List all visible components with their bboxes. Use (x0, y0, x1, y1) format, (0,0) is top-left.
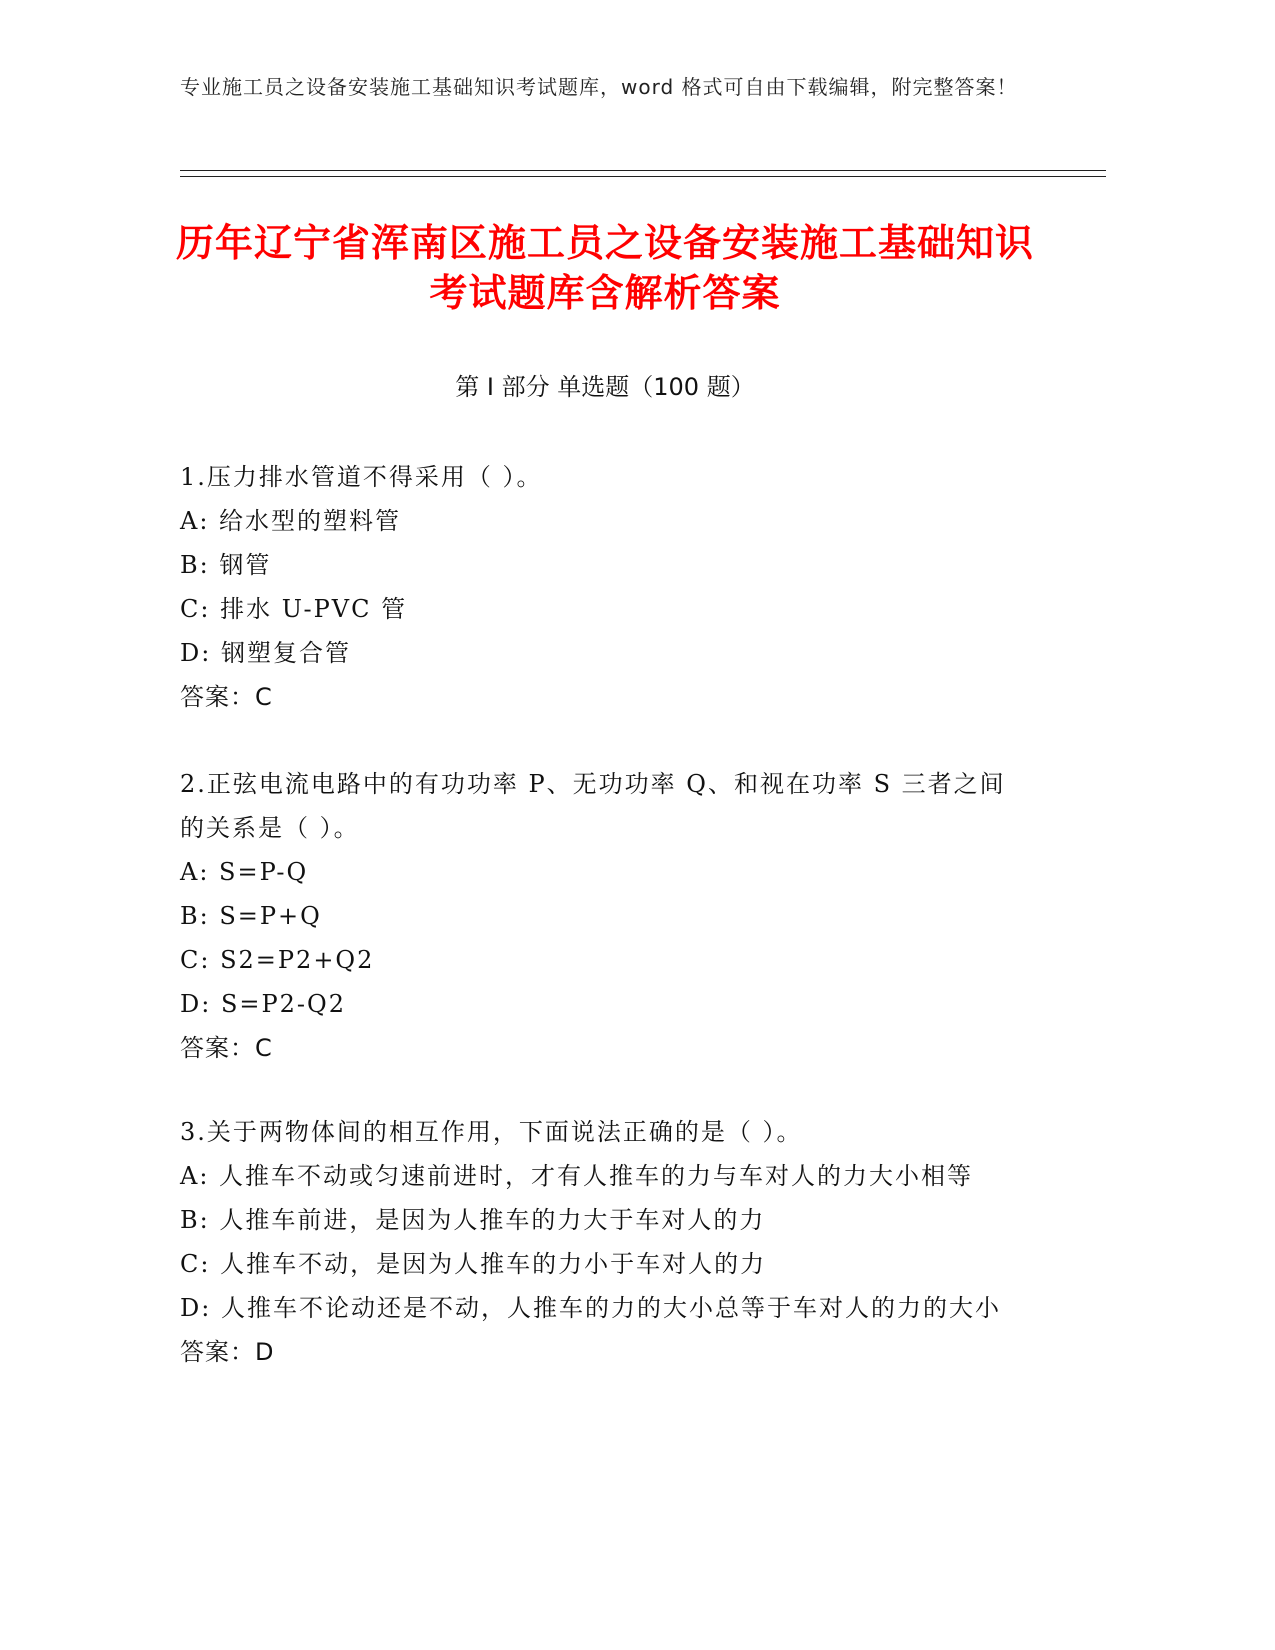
section-title: 第 I 部分 单选题（100 题） (455, 373, 755, 401)
option-a: A: 人推车不动或匀速前进时，才有人推车的力与车对人的力大小相等 (180, 1162, 974, 1190)
header-note: 专业施工员之设备安装施工基础知识考试题库，word 格式可自由下载编辑，附完整答案！ (180, 75, 1018, 99)
option-c: C: 人推车不动，是因为人推车的力小于车对人的力 (180, 1250, 767, 1278)
question-3 (180, 1110, 1030, 1374)
question-stem: 3.关于两物体间的相互作用，下面说法正确的是（ ）。 (180, 1118, 803, 1146)
option-a: A: 给水型的塑料管 (180, 507, 402, 535)
option-d: D: 人推车不论动还是不动，人推车的力的大小总等于车对人的力的大小 (180, 1294, 1001, 1322)
answer: 答案：C (180, 1034, 273, 1062)
option-b: B: S=P+Q (180, 902, 322, 930)
answer: 答案：C (180, 683, 273, 711)
answer: 答案：D (180, 1338, 275, 1366)
question-1 (180, 455, 1030, 719)
question-stem: 1.压力排水管道不得采用（ ）。 (180, 463, 543, 491)
header-divider-top (180, 170, 1106, 171)
option-b: B: 人推车前进，是因为人推车的力大于车对人的力 (180, 1206, 766, 1234)
document-title: 历年辽宁省浑南区施工员之设备安装施工基础知识考试题库含解析答案 (175, 221, 1034, 315)
question-2 (180, 762, 1030, 1070)
question-stem: 2.正弦电流电路中的有功功率 P、无功功率 Q、和视在功率 S 三者之间的关系是（ ）。 (180, 770, 1006, 842)
option-a: A: S=P-Q (180, 858, 309, 886)
option-c: C: S2=P2+Q2 (180, 946, 375, 974)
option-d: D: S=P2-Q2 (180, 990, 346, 1018)
header-divider-bottom (180, 176, 1106, 177)
option-b: B: 钢管 (180, 551, 272, 579)
option-c: C: 排水 U-PVC 管 (180, 595, 408, 623)
option-d: D: 钢塑复合管 (180, 639, 351, 667)
